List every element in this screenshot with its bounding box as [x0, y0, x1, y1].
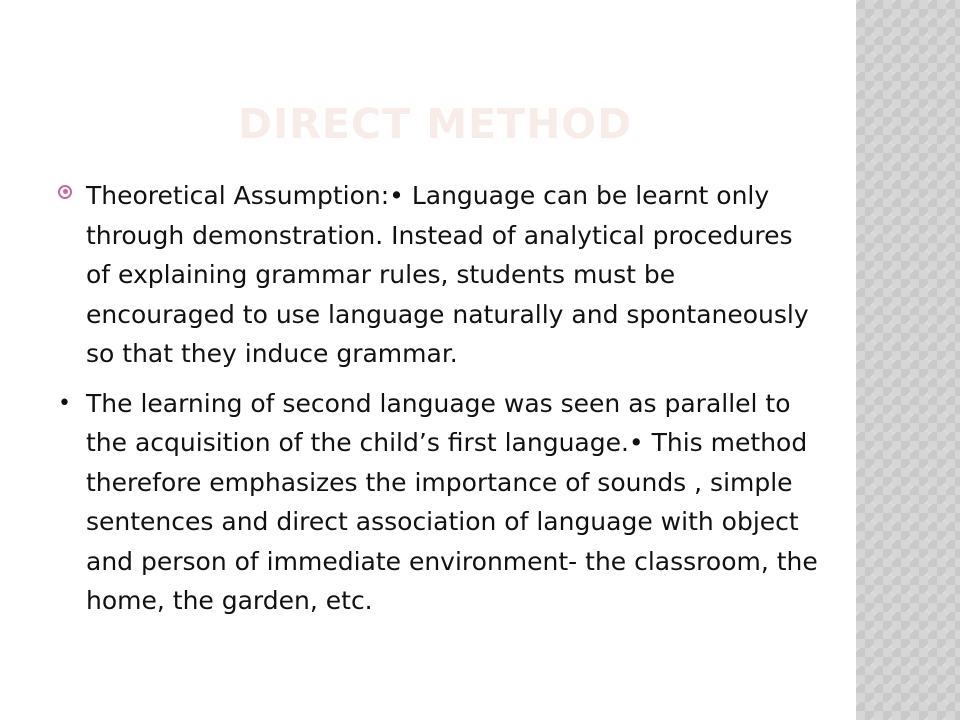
target-ring-icon: [58, 185, 72, 199]
bullet-text: Theoretical Assumption:• Language can be learnt only through demonstration. Instead of analytical procedures of explaining grammar rules, students must be encouraged to use language naturally and spontaneously so that they induce grammar.: [86, 181, 809, 368]
bullet-dot: •: [58, 390, 71, 416]
bullet-marker: [58, 176, 86, 216]
bullet-marker: [58, 384, 86, 424]
bullet-item-theoretical-assumption: [58, 176, 818, 374]
bullet-item-second-language-learning: [58, 384, 818, 621]
bullet-list: [58, 176, 818, 631]
bullet-text: The learning of second language was seen as parallel to the acquisition of the child’s first language.• This method therefore emphasizes the importance of sounds , simple sentences and direct association of language with object and person of immediate environment- the classroom, the home, the garden, etc.: [86, 388, 818, 615]
slide-title: DIRECT METHOD: [238, 100, 633, 148]
decorative-diamond-pattern-panel: [856, 0, 960, 720]
